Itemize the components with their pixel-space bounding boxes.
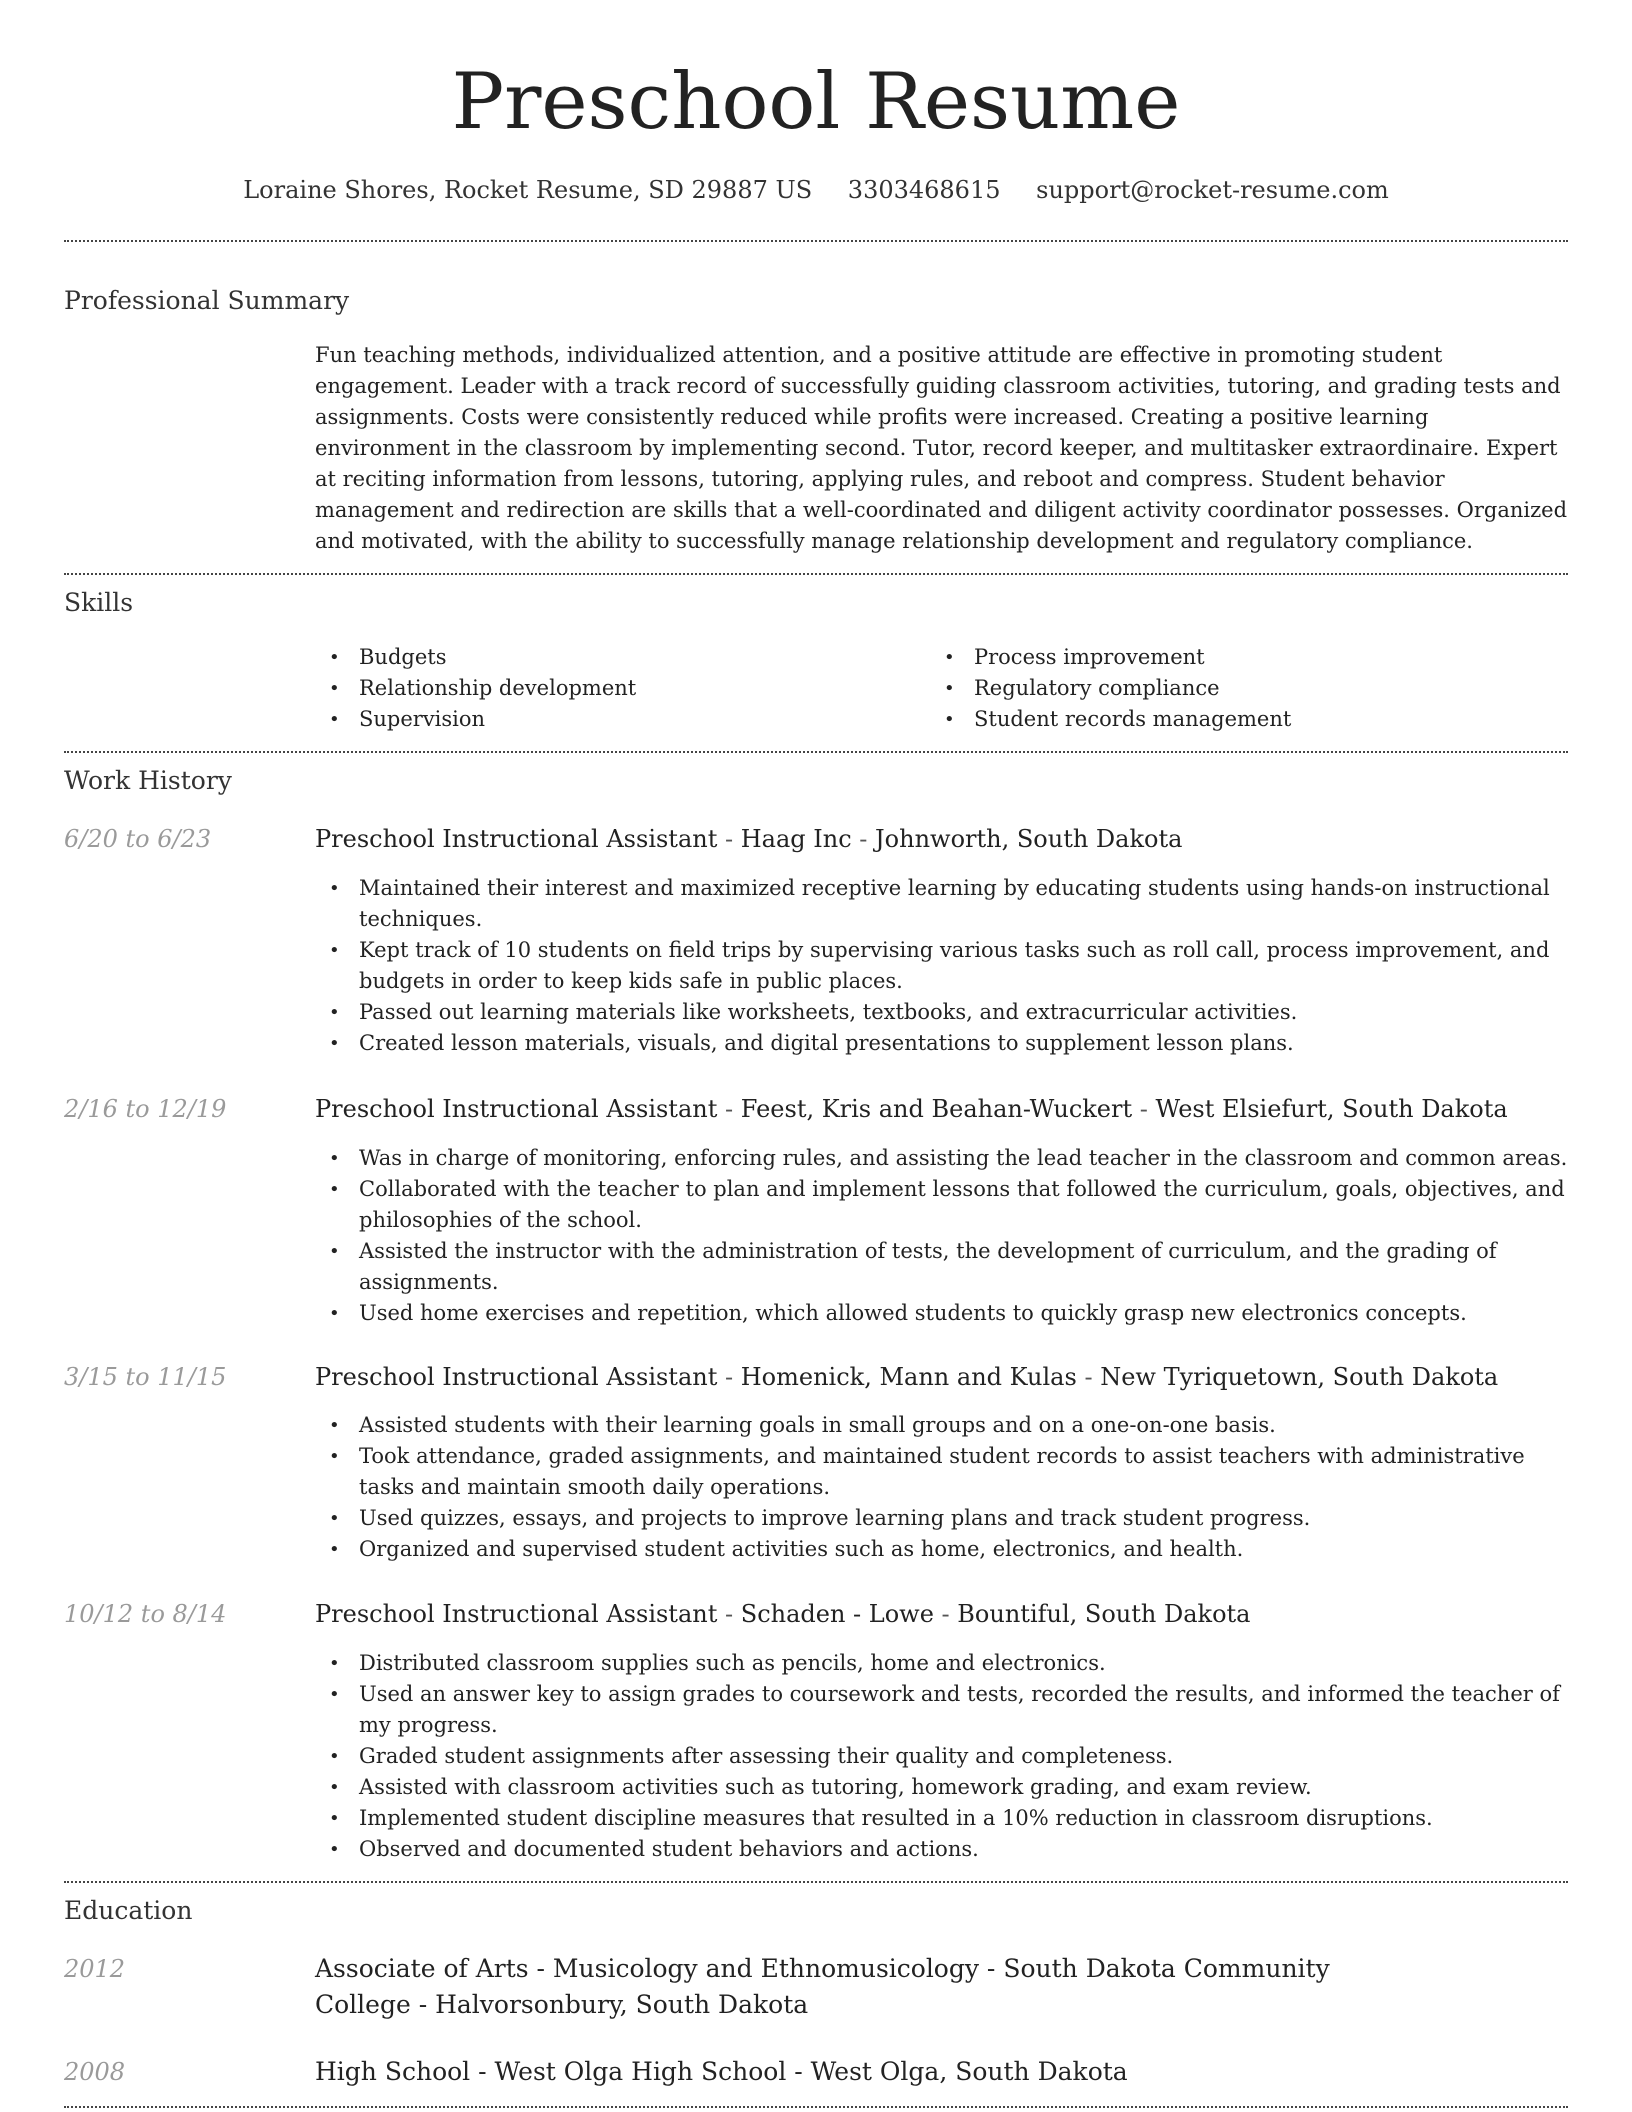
- separator: -: [1132, 1095, 1156, 1123]
- job-bullet: • Organized and supervised student activities such as home, electronics, and health.: [315, 1534, 1568, 1565]
- education-year: 2008: [64, 2058, 126, 2086]
- contact-email: support@rocket-resume.com: [1036, 176, 1389, 204]
- job-bullet: • Passed out learning materials like worksheets, textbooks, and extracurricular activities.: [315, 997, 1568, 1028]
- job-bullet: • Collaborated with the teacher to plan and implement lessons that followed the curriculum, goals, objectives, and philosophies of the school.: [315, 1174, 1568, 1236]
- skill-item: • Supervision: [315, 704, 930, 735]
- job-dates: 6/20 to 6/23: [64, 825, 212, 853]
- job-dates: 2/16 to 12/19: [64, 1095, 227, 1123]
- job-location: New Tyriquetown, South Dakota: [1100, 1363, 1499, 1391]
- contact-address: Loraine Shores, Rocket Resume, SD 29887 US: [243, 176, 813, 204]
- job-company: Feest, Kris and Beahan-Wuckert: [740, 1095, 1133, 1123]
- divider: [64, 751, 1568, 753]
- job-dates: 10/12 to 8/14: [64, 1600, 227, 1628]
- job-title: Preschool Instructional Assistant: [315, 1095, 718, 1123]
- job-bullet: • Was in charge of monitoring, enforcing rules, and assisting the lead teacher in the classroom and common areas.: [315, 1143, 1568, 1174]
- job-dates: 3/15 to 11/15: [64, 1363, 227, 1391]
- job-title: Preschool Instructional Assistant: [315, 1363, 718, 1391]
- separator: -: [717, 1363, 741, 1391]
- job-heading: [315, 1092, 1568, 1126]
- skill-item: • Regulatory compliance: [930, 673, 1568, 704]
- job-bullet: • Created lesson materials, visuals, and digital presentations to supplement lesson plans.: [315, 1028, 1568, 1059]
- skills-column-1: [315, 642, 930, 735]
- job-bullet: • Kept track of 10 students on field trips by supervising various tasks such as roll call, process improvement, and budgets in order to keep kids safe in public places.: [315, 935, 1568, 997]
- job-bullets: [315, 1143, 1568, 1329]
- job-location: Bountiful, South Dakota: [957, 1600, 1251, 1628]
- separator: -: [933, 1600, 958, 1628]
- separator: -: [717, 1095, 741, 1123]
- education-entry: High School - West Olga High School - West Olga, South Dakota: [315, 2057, 1128, 2086]
- job-bullet: • Graded student assignments after assessing their quality and completeness.: [315, 1741, 1568, 1772]
- contact-line: [64, 172, 1568, 208]
- section-title-skills: Skills: [64, 588, 134, 617]
- job-title: Preschool Instructional Assistant: [315, 1600, 718, 1628]
- job-title: Preschool Instructional Assistant: [315, 825, 718, 853]
- job-bullet: • Used quizzes, essays, and projects to improve learning plans and track student progress.: [315, 1503, 1568, 1534]
- job-bullets: [315, 1410, 1568, 1565]
- skill-item: • Relationship development: [315, 673, 930, 704]
- job-bullet: • Implemented student discipline measures that resulted in a 10% reduction in classroom disruptions.: [315, 1803, 1568, 1834]
- job-heading: [315, 1360, 1568, 1394]
- education-entry: Associate of Arts - Musicology and Ethnomusicology - South Dakota Community College - Halvorsonbury, South Dakota: [315, 1954, 1330, 2019]
- skills-column-2: [930, 642, 1568, 735]
- resume-title: Preschool Resume: [451, 57, 1181, 147]
- job-company: Schaden - Lowe: [740, 1600, 934, 1628]
- job-bullet: • Assisted the instructor with the administration of tests, the development of curriculum, and the grading of assignments.: [315, 1236, 1568, 1298]
- job-bullet: • Used home exercises and repetition, which allowed students to quickly grasp new electronics concepts.: [315, 1298, 1568, 1329]
- job-location: West Elsiefurt, South Dakota: [1155, 1095, 1508, 1123]
- separator: -: [717, 825, 741, 853]
- section-title-work-history: Work History: [64, 766, 232, 795]
- job-bullet: • Observed and documented student behaviors and actions.: [315, 1834, 1568, 1865]
- job-bullets: [315, 873, 1568, 1059]
- job-company: Haag Inc: [740, 825, 852, 853]
- job-location: Johnworth, South Dakota: [875, 825, 1183, 853]
- job-bullet: • Assisted with classroom activities such as tutoring, homework grading, and exam review.: [315, 1772, 1568, 1803]
- resume-page: [64, 0, 1568, 2112]
- education-year: 2012: [64, 1955, 126, 1983]
- job-bullet: • Used an answer key to assign grades to coursework and tests, recorded the results, and informed the teacher of my progress.: [315, 1679, 1568, 1741]
- contact-phone: 3303468615: [847, 176, 1001, 204]
- job-heading: [315, 1597, 1568, 1631]
- divider: [64, 240, 1568, 242]
- skill-item: • Process improvement: [930, 642, 1568, 673]
- job-bullet: • Took attendance, graded assignments, and maintained student records to assist teachers with administrative tasks and maintain smooth daily operations.: [315, 1441, 1568, 1503]
- section-title-education: Education: [64, 1896, 193, 1925]
- divider: [64, 2106, 1568, 2108]
- job-bullet: • Maintained their interest and maximized receptive learning by educating students using hands-on instructional techniques.: [315, 873, 1568, 935]
- job-bullet: • Distributed classroom supplies such as pencils, home and electronics.: [315, 1648, 1568, 1679]
- section-title-summary: Professional Summary: [64, 286, 350, 315]
- separator: -: [851, 825, 876, 853]
- job-bullet: • Assisted students with their learning goals in small groups and on a one-on-one basis.: [315, 1410, 1568, 1441]
- separator: -: [717, 1600, 741, 1628]
- divider: [64, 1881, 1568, 1883]
- skill-item: • Student records management: [930, 704, 1568, 735]
- summary-text: Fun teaching methods, individualized attention, and a positive attitude are effective in promoting student engagement. Leader with a track record of successfully guiding classroom activities, tutoring, and grading tests and assignments. Costs were consistently reduced while profits were increased. Creating a positive learning environment in the classroom by implementing second. Tutor, record keeper, and multitasker extraordinaire. Expert at reciting information from lessons, tutoring, applying rules, and reboot and compress. Student behavior management and redirection are skills that a well-coordinated and diligent activity coordinator possesses. Organized and motivated, with the ability to successfully manage relationship development and regulatory compliance.: [315, 343, 1568, 553]
- job-company: Homenick, Mann and Kulas: [740, 1363, 1077, 1391]
- divider: [64, 573, 1568, 575]
- job-bullets: [315, 1648, 1568, 1865]
- skill-item: • Budgets: [315, 642, 930, 673]
- separator: -: [1076, 1363, 1101, 1391]
- job-heading: [315, 822, 1568, 856]
